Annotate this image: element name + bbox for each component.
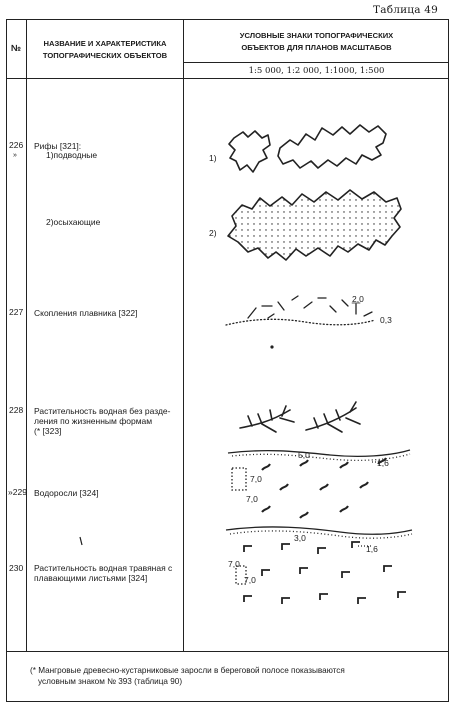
row-229-number-text: 229 bbox=[12, 487, 27, 497]
header-scales: 1:5 000, 1:2 000, 1:1000, 1:500 bbox=[248, 66, 385, 76]
row-230-name-line2: плавающими листьями [324] bbox=[34, 573, 148, 583]
symbol-226-label-1: 1) bbox=[209, 153, 217, 163]
row-228-name-line2: ления по жизненным формам bbox=[34, 416, 153, 426]
row-227-name: Скопления плавника [322] bbox=[34, 308, 138, 318]
row-229-name: Водоросли [324] bbox=[34, 488, 99, 498]
header-name-line2: ТОПОГРАФИЧЕСКИХ ОБЪЕКТОВ bbox=[42, 51, 168, 60]
footnote-line1: (* Мангровые древесно-кустарниковые заросли в береговой полосе показываются bbox=[30, 666, 345, 675]
aquatic-vegetation-symbol bbox=[240, 402, 360, 432]
floating-dim-3: 3,0 bbox=[294, 533, 306, 543]
footnote-line2: условным знаком № 393 (таблица 90) bbox=[38, 677, 183, 686]
floating-dim-7a: 7,0 bbox=[228, 559, 240, 569]
header-symbols-line2: ОБЪЕКТОВ ДЛЯ ПЛАНОВ МАСШТАБОВ bbox=[241, 43, 392, 52]
header-name-line1: НАЗВАНИЕ И ХАРАКТЕРИСТИКА bbox=[43, 39, 167, 48]
header-symbols-line1: УСЛОВНЫЕ ЗНАКИ ТОПОГРАФИЧЕСКИХ bbox=[239, 31, 394, 40]
row-226-mark: » bbox=[13, 152, 17, 159]
row-228-name-line1: Растительность водная без разде- bbox=[34, 406, 171, 416]
algae-dim-7b: 7,0 bbox=[246, 494, 258, 504]
row-229-marker: » bbox=[8, 487, 13, 497]
row-228-number: 228 bbox=[9, 405, 24, 415]
row-226-number: 226 bbox=[9, 140, 24, 150]
reef-drying-symbol bbox=[228, 190, 401, 260]
floating-dim-7b: 7,0 bbox=[244, 575, 256, 585]
row-230-name-line1: Растительность водная травяная с bbox=[34, 563, 173, 573]
reef-underwater-symbol bbox=[229, 125, 386, 172]
row-228-name-line3: (* [323] bbox=[34, 426, 62, 436]
row-226-name: Рифы [321]: bbox=[34, 141, 82, 151]
algae-dim-5: 5,0 bbox=[298, 450, 310, 460]
algae-dim-7a: 7,0 bbox=[250, 474, 262, 484]
row-230-number: 230 bbox=[9, 563, 24, 573]
algae-dim-16: 1,6 bbox=[377, 458, 389, 468]
row-226-sub2: 2)осыхающие bbox=[46, 217, 101, 227]
stray-mark bbox=[80, 537, 82, 545]
floating-leaf-vegetation-symbol bbox=[226, 527, 412, 604]
driftwood-dim-2: 2,0 bbox=[352, 294, 364, 304]
row-226-sub1: 1)подводные bbox=[46, 150, 98, 160]
row-227-number: 227 bbox=[9, 307, 24, 317]
header-number: № bbox=[10, 43, 22, 53]
driftwood-dim-03: 0,3 bbox=[380, 315, 392, 325]
symbol-226-label-2: 2) bbox=[209, 228, 217, 238]
floating-dim-16: 1,6 bbox=[366, 544, 378, 554]
table-label: Таблица 49 bbox=[373, 4, 438, 16]
